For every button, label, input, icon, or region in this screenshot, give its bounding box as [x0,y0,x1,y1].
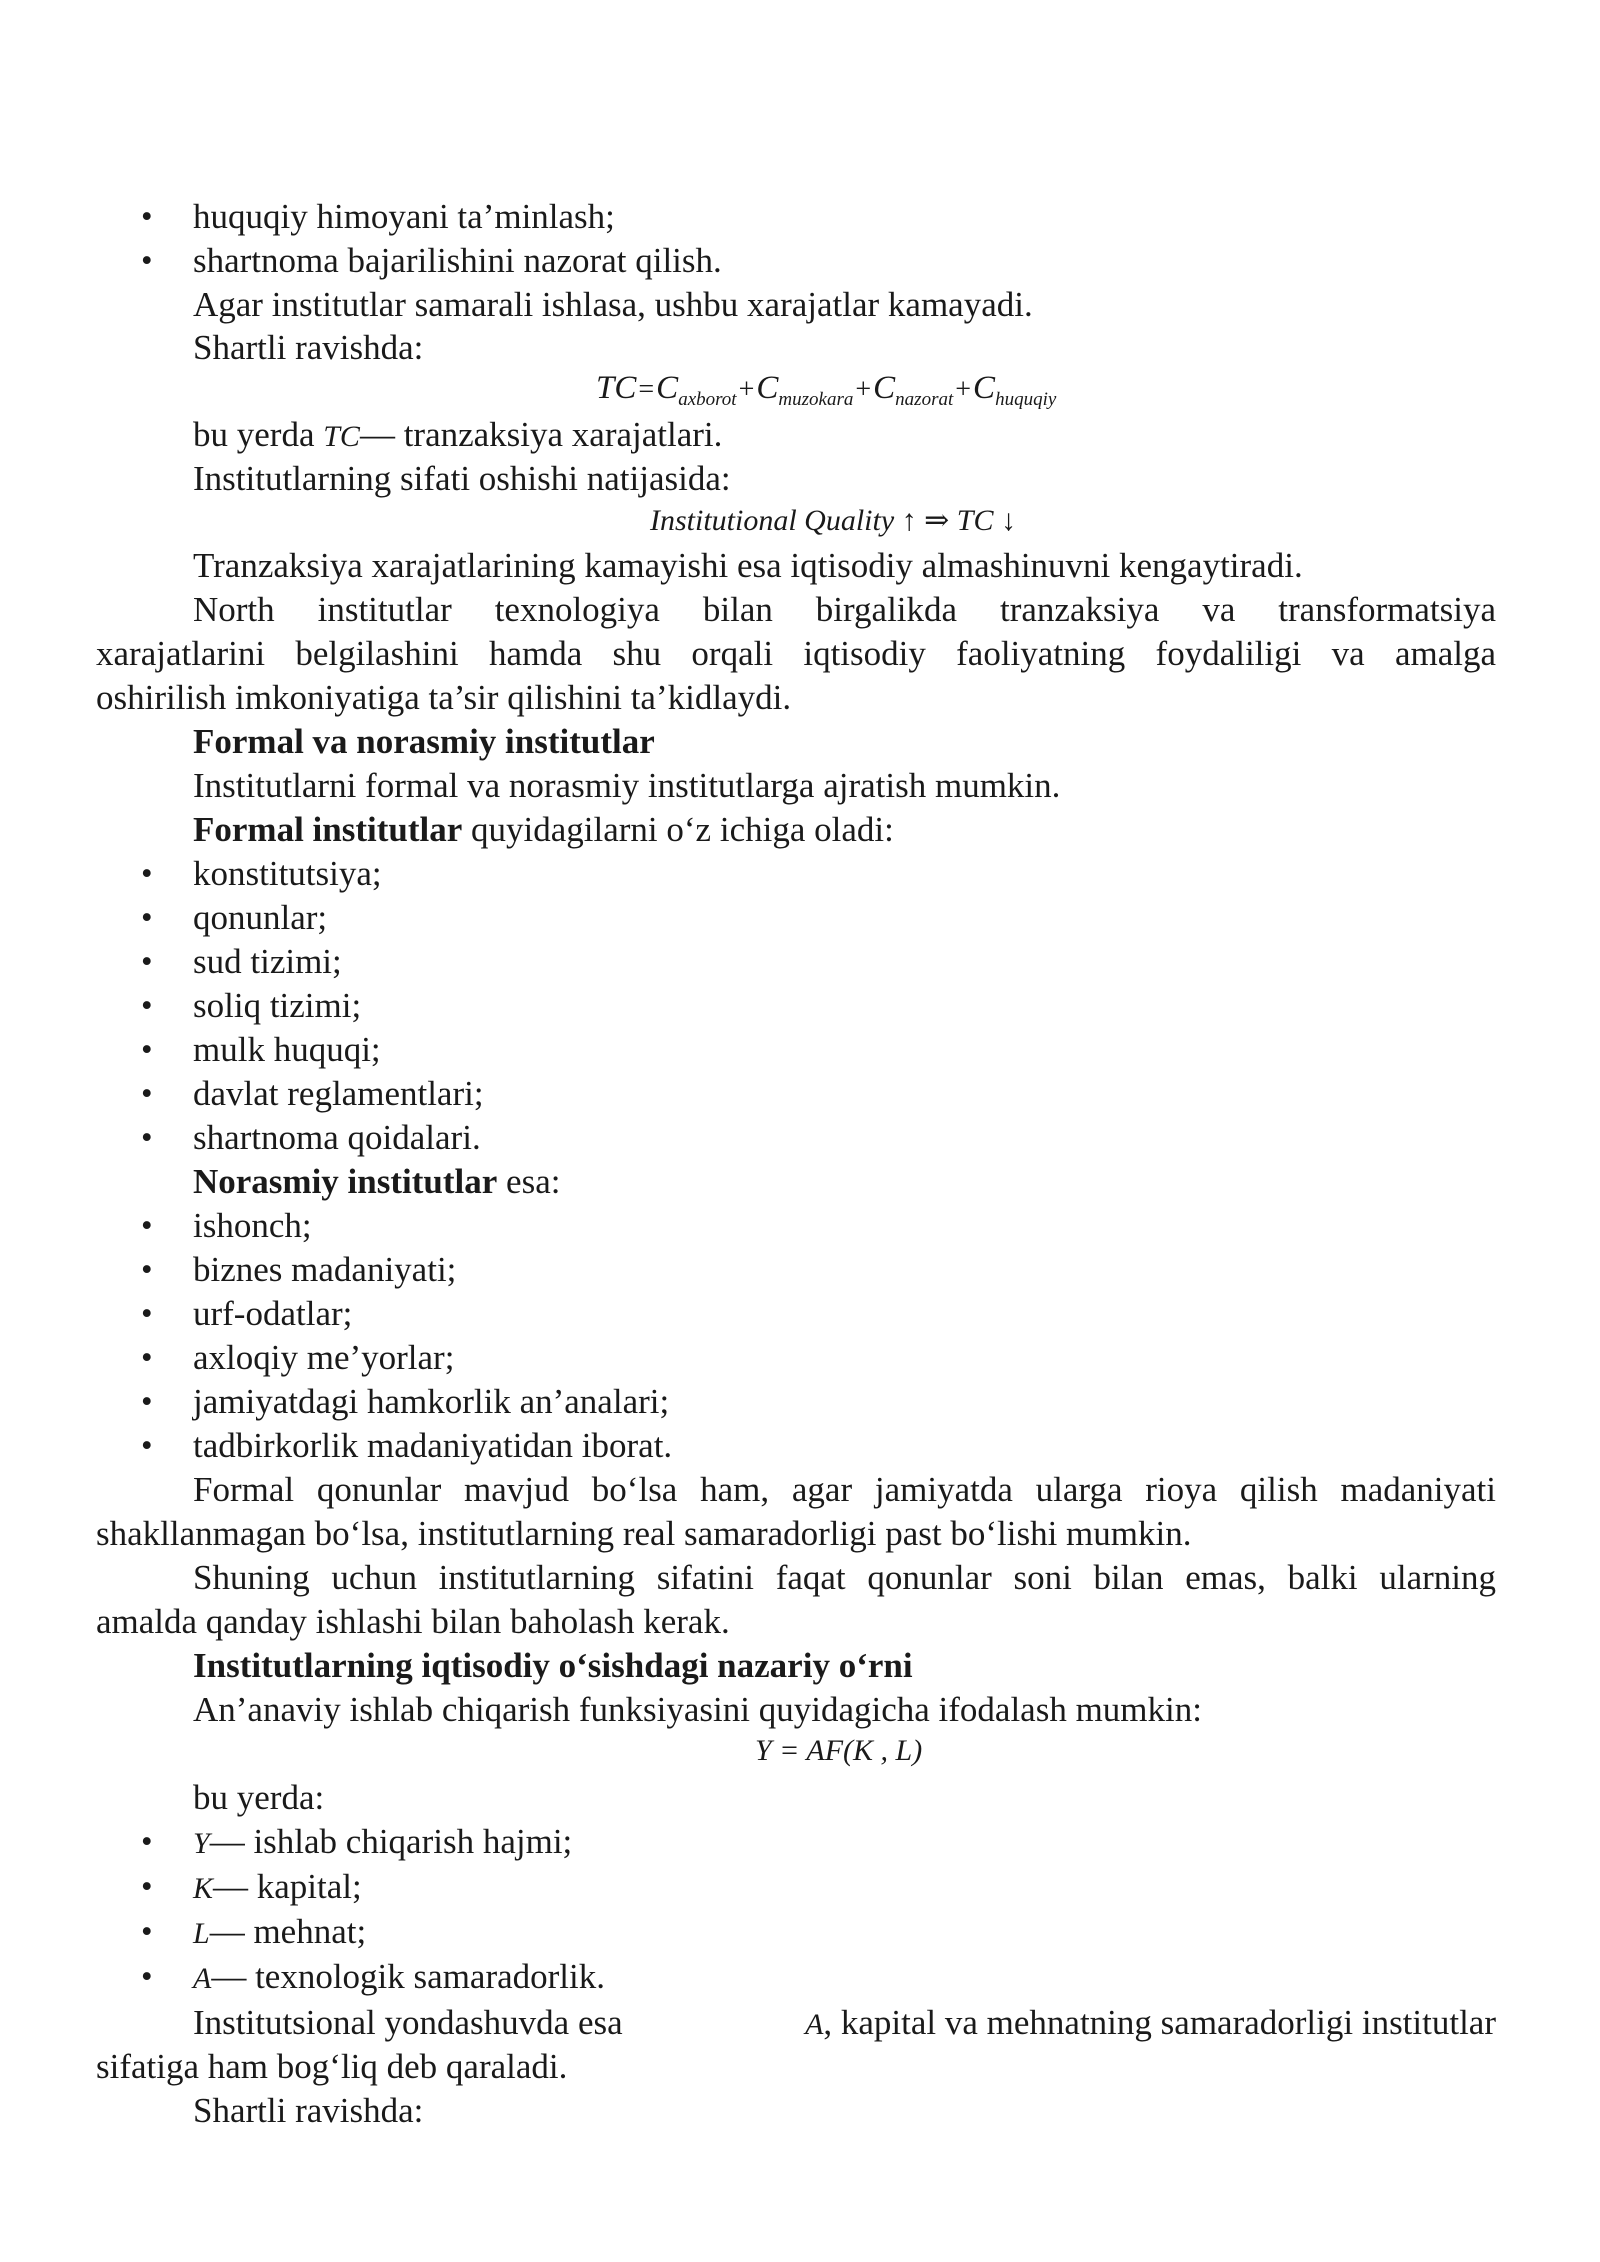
paragraph-line: sifatiga ham bog‘liq deb qaraladi. [96,2047,568,2086]
paragraph-line: Institutsional yondashuvda esa A, kapital va mehnatning samaradorligi institutlar [193,2003,1496,2042]
list-item: • soliq tizimi; [193,984,361,1028]
section-heading: Institutlarning iqtisodiy o‘sishdagi nazariy o‘rni [193,1646,913,1685]
paragraph: Institutlarning sifati oshishi natijasida: [193,459,731,498]
list-item: • ishonch; [193,1204,312,1248]
paragraph-line: shakllanmagan bo‘lsa, institutlarning real samaradorligi past bo‘lishi mumkin. [96,1514,1192,1553]
list-item: • A— texnologik samaradorlik. [193,1955,605,2001]
paragraph-line: Shuning uchun institutlarning sifatini faqat qonunlar soni bilan emas, balki ularning [193,1558,1496,1597]
list-item: • axloqiy me’yorlar; [193,1336,454,1380]
list-item: • K— kapital; [193,1865,362,1911]
list-item: • shartnoma bajarilishini nazorat qilish. [193,239,722,283]
list-item: • konstitutsiya; [193,852,382,896]
list-item: • L— mehnat; [193,1910,366,1956]
paragraph: Shartli ravishda: [193,2091,424,2130]
paragraph: bu yerda: [193,1778,325,1817]
list-item: • shartnoma qoidalari. [193,1116,481,1160]
paragraph: Shartli ravishda: [193,328,424,367]
paragraph-line: oshirilish imkoniyatiga ta’sir qilishini ta’kidlaydi. [96,678,792,717]
list-item: • biznes madaniyati; [193,1248,456,1292]
list-item: • tadbirkorlik madaniyatidan iborat. [193,1424,672,1468]
formula-production-function: Y = AF(K , L) [755,1734,923,1767]
paragraph: bu yerda TC— tranzaksiya xarajatlari. [193,415,723,454]
paragraph: Agar institutlar samarali ishlasa, ushbu xarajatlar kamayadi. [193,285,1033,324]
section-heading: Formal va norasmiy institutlar [193,722,655,761]
paragraph: Institutlarni formal va norasmiy institutlarga ajratish mumkin. [193,766,1061,805]
list-item: • urf-odatlar; [193,1292,352,1336]
paragraph-line: North institutlar texnologiya bilan birgalikda tranzaksiya va transformatsiya [193,590,1496,629]
formula-quality: Institutional Quality ↑ ⇒ TC ↓ [650,504,1016,537]
paragraph-line: xarajatlarini belgilashini hamda shu orqali iqtisodiy faoliyatning foydaliligi va amalga [96,634,1496,673]
paragraph-line: Formal qonunlar mavjud bo‘lsa ham, agar jamiyatda ularga rioya qilish madaniyati [193,1470,1496,1509]
list-item: • mulk huquqi; [193,1028,381,1072]
list-item: • davlat reglamentlari; [193,1072,484,1116]
list-item: • sud tizimi; [193,940,342,984]
paragraph: An’anaviy ishlab chiqarish funksiyasini quyidagicha ifodalash mumkin: [193,1690,1202,1729]
list-item: • huquqiy himoyani ta’minlash; [193,195,615,239]
list-item: • jamiyatdagi hamkorlik an’analari; [193,1380,669,1424]
paragraph-line: amalda qanday ishlashi bilan baholash kerak. [96,1602,730,1641]
paragraph: Formal institutlar quyidagilarni o‘z ichiga oladi: [193,810,894,849]
paragraph: Tranzaksiya xarajatlarining kamayishi esa iqtisodiy almashinuvni kengaytiradi. [193,546,1303,585]
paragraph: Norasmiy institutlar esa: [193,1162,561,1201]
list-item: • qonunlar; [193,896,327,940]
formula-transaction-costs: $TC=C_{axborot}+C_{muzokara}+C_{nazorat}+C_{huquqiy}$ [596,370,1057,410]
list-item: • Y— ishlab chiqarish hajmi; [193,1820,572,1866]
